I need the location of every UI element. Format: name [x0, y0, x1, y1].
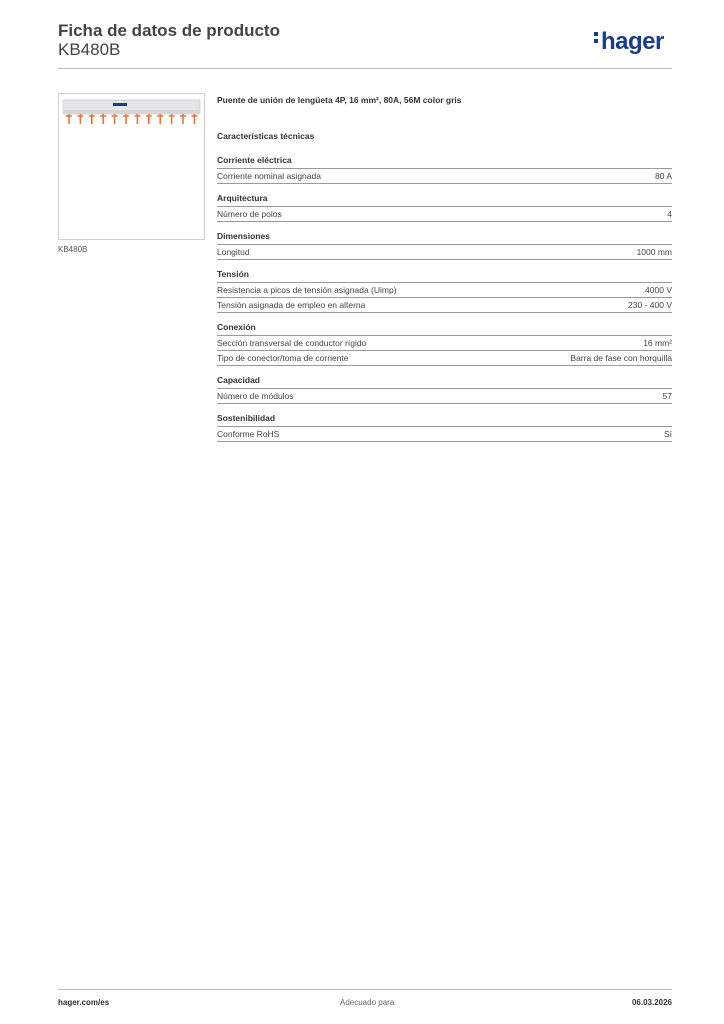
spec-value: 1000 mm	[636, 247, 672, 257]
spec-value: 16 mm²	[643, 338, 672, 348]
busbar-pin	[77, 114, 83, 124]
busbar-pins	[66, 114, 197, 124]
spec-label: Número de polos	[217, 209, 282, 219]
spec-label: Longitud	[217, 247, 250, 257]
busbar-pin	[157, 114, 163, 124]
busbar-shadow	[63, 110, 200, 114]
spec-section	[217, 375, 672, 404]
logo-dots-icon	[594, 29, 599, 46]
footer-divider	[58, 989, 672, 990]
spec-value: Barra de fase con horquilla	[570, 353, 672, 363]
product-description: Puente de unión de lengüeta 4P, 16 mm², 80A, 56M color gris	[217, 95, 462, 105]
spec-sections	[217, 155, 672, 442]
hager-logo	[594, 28, 664, 56]
busbar-illustration	[59, 94, 204, 239]
busbar-pin	[66, 114, 72, 124]
busbar-pin	[134, 114, 140, 124]
spec-row	[217, 207, 672, 222]
spec-section	[217, 231, 672, 260]
spec-label: Número de módulos	[217, 391, 294, 401]
spec-label: Tipo de conector/toma de corriente	[217, 353, 349, 363]
spec-value: 4	[667, 209, 672, 219]
footer-date: 06.03.2026	[631, 998, 672, 1007]
spec-row	[217, 336, 672, 351]
busbar-pin	[89, 114, 95, 124]
page-title: Ficha de datos de producto	[58, 21, 280, 40]
product-image	[58, 93, 205, 240]
spec-label: Tensión asignada de empleo en alterna	[217, 300, 366, 310]
spec-section	[217, 155, 672, 184]
spec-row	[217, 245, 672, 260]
technical-characteristics-heading: Características técnicas	[217, 131, 315, 141]
spec-label: Resistencia a picos de tensión asignada (Uimp)	[217, 285, 397, 295]
spec-value: 230 - 400 V	[628, 300, 672, 310]
spec-section-title: Dimensiones	[217, 231, 672, 245]
spec-section	[217, 269, 672, 313]
busbar-pin	[191, 114, 197, 124]
spec-label: Conforme RoHS	[217, 429, 280, 439]
spec-value: 80 A	[654, 171, 672, 181]
spec-value: Sí	[663, 429, 672, 439]
spec-row	[217, 389, 672, 404]
spec-row	[217, 427, 672, 442]
spec-section-title: Arquitectura	[217, 193, 672, 207]
busbar-pin	[169, 114, 175, 124]
logo-text: hager	[601, 28, 664, 55]
spec-section-title: Tensión	[217, 269, 672, 283]
busbar-pin	[123, 114, 129, 124]
spec-section	[217, 413, 672, 442]
spec-section-title: Conexión	[217, 322, 672, 336]
busbar-pin	[180, 114, 186, 124]
footer-website[interactable]: hager.com/es	[58, 998, 110, 1007]
spec-row	[217, 351, 672, 366]
busbar-pin	[112, 114, 118, 124]
header-divider	[58, 68, 672, 69]
spec-label: Corriente nominal asignada	[217, 171, 321, 181]
spec-label: Sección transversal de conductor rígido	[217, 338, 367, 348]
spec-section	[217, 193, 672, 222]
spec-section-title: Corriente eléctrica	[217, 155, 672, 169]
busbar-pin	[146, 114, 152, 124]
spec-section-title: Sostenibilidad	[217, 413, 672, 427]
busbar-brand-mark	[113, 103, 127, 106]
datasheet-content	[217, 95, 672, 451]
spec-value: 57	[662, 391, 672, 401]
spec-section	[217, 322, 672, 366]
image-caption: KB480B	[58, 245, 88, 254]
spec-row	[217, 298, 672, 313]
footer-suitable-for: Adecuado para	[340, 998, 395, 1007]
product-code: KB480B	[58, 40, 121, 59]
spec-value: 4000 V	[645, 285, 672, 295]
spec-section-title: Capacidad	[217, 375, 672, 389]
spec-row	[217, 283, 672, 298]
busbar-pin	[100, 114, 106, 124]
spec-row	[217, 169, 672, 184]
